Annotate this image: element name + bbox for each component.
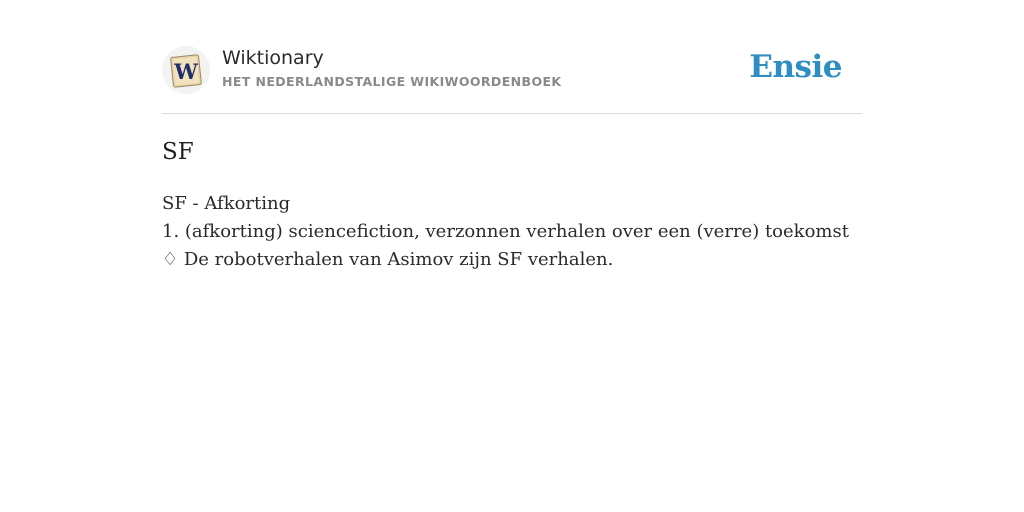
header-divider bbox=[162, 113, 862, 114]
source-subtitle: HET NEDERLANDSTALIGE WIKIWOORDENBOEK bbox=[222, 74, 562, 89]
entry-content bbox=[162, 190, 862, 274]
wiktionary-logo-icon bbox=[162, 46, 210, 94]
ensie-brand-link[interactable]: Ensie bbox=[749, 49, 842, 85]
entry-heading: SF - Afkorting bbox=[162, 193, 291, 214]
page-title: SF bbox=[162, 139, 194, 165]
header bbox=[162, 46, 862, 96]
source-name: Wiktionary bbox=[222, 47, 324, 69]
entry-example: ♢ De robotverhalen van Asimov zijn SF verhalen. bbox=[162, 249, 614, 270]
entry-definition: 1. (afkorting) sciencefiction, verzonnen verhalen over een (verre) toekomst bbox=[162, 221, 849, 242]
logo-letter: W bbox=[174, 59, 198, 84]
